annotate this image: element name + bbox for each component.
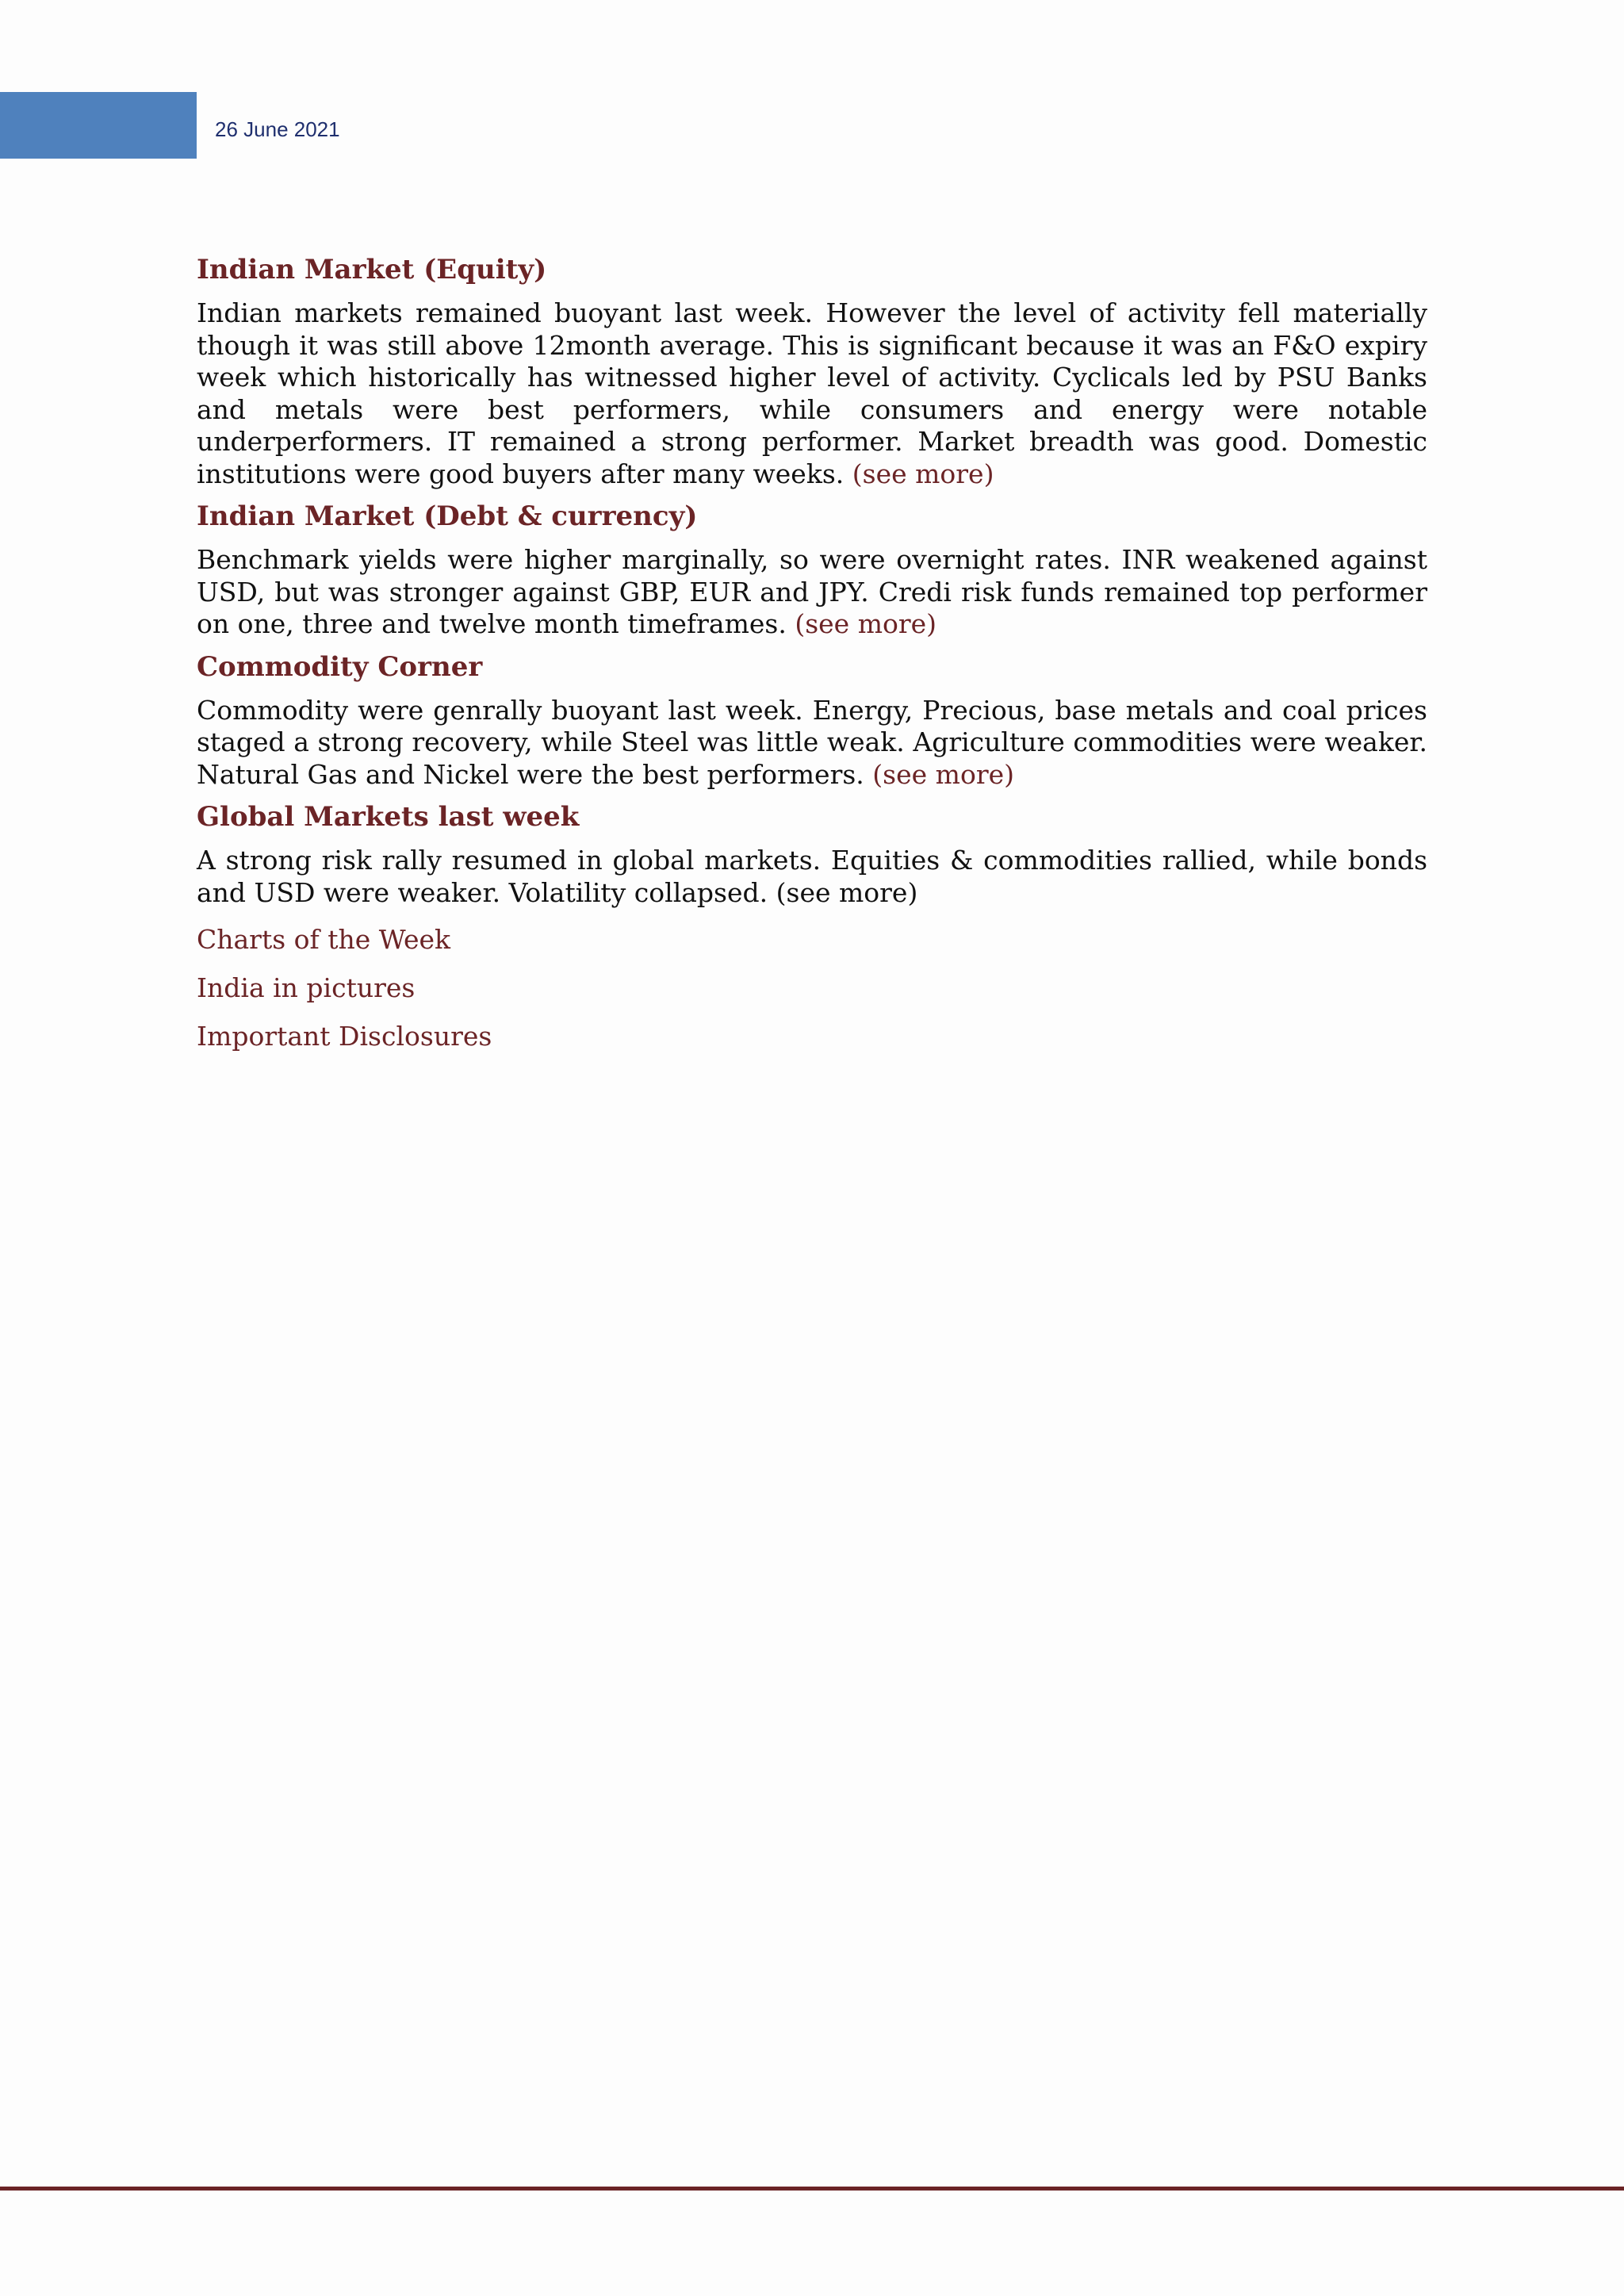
document-content (197, 250, 1427, 1060)
quick-links (197, 915, 1427, 1060)
see-more-link-indian-equity[interactable]: (see more) (852, 458, 994, 489)
section-body-indian-equity (197, 297, 1427, 490)
header-accent-block (0, 92, 197, 159)
section-text-commodity: Commodity were genrally buoyant last week. Energy, Precious, base metals and coal prices staged a strong recovery, while Steel was little weak. Agriculture commodities were weaker. Natural Gas and Nickel were the best performers. (197, 694, 1427, 790)
section-commodity (197, 647, 1427, 792)
see-more-link-commodity[interactable]: (see more) (872, 758, 1014, 790)
section-indian-debt (197, 496, 1427, 641)
section-body-indian-debt (197, 544, 1427, 641)
link-india-in-pictures[interactable]: India in pictures (197, 972, 416, 1003)
link-important-disclosures[interactable]: Important Disclosures (197, 1021, 492, 1052)
section-global-markets (197, 797, 1427, 909)
section-indian-equity (197, 250, 1427, 490)
section-title-indian-debt: Indian Market (Debt & currency) (197, 500, 698, 532)
report-date: 26 June 2021 (215, 117, 340, 141)
section-title-commodity: Commodity Corner (197, 650, 483, 683)
see-more-link-indian-debt[interactable]: (see more) (795, 608, 937, 639)
section-text-indian-equity: Indian markets remained buoyant last week. However the level of activity fell materially though it was still above 12month average. This is significant because it was an F&O expiry week which historically has witnessed higher level of activity. Cyclicals led by PSU Banks and metals were best performers, while consumers and energy were notable underperformers. IT remained a strong performer. Market breadth was good. Domestic institutions were good buyers after many weeks. (197, 297, 1427, 489)
section-title-indian-equity: Indian Market (Equity) (197, 254, 547, 286)
section-text-global-markets: A strong risk rally resumed in global markets. Equities & commodities rallied, while bonds and USD were weaker. Volatility collapsed. (197, 845, 1427, 908)
section-title-global-markets: Global Markets last week (197, 801, 580, 833)
section-body-global-markets (197, 845, 1427, 909)
section-text-indian-debt: Benchmark yields were higher marginally, so were overnight rates. INR weakened against USD, but was stronger against GBP, EUR and JPY. Credi risk funds remained top performer on one, three and twelve month timeframes. (197, 544, 1427, 639)
see-more-text-global-markets: (see more) (776, 876, 918, 908)
footer-rule (0, 2187, 1624, 2191)
link-charts-of-the-week[interactable]: Charts of the Week (197, 924, 451, 955)
section-body-commodity (197, 695, 1427, 792)
